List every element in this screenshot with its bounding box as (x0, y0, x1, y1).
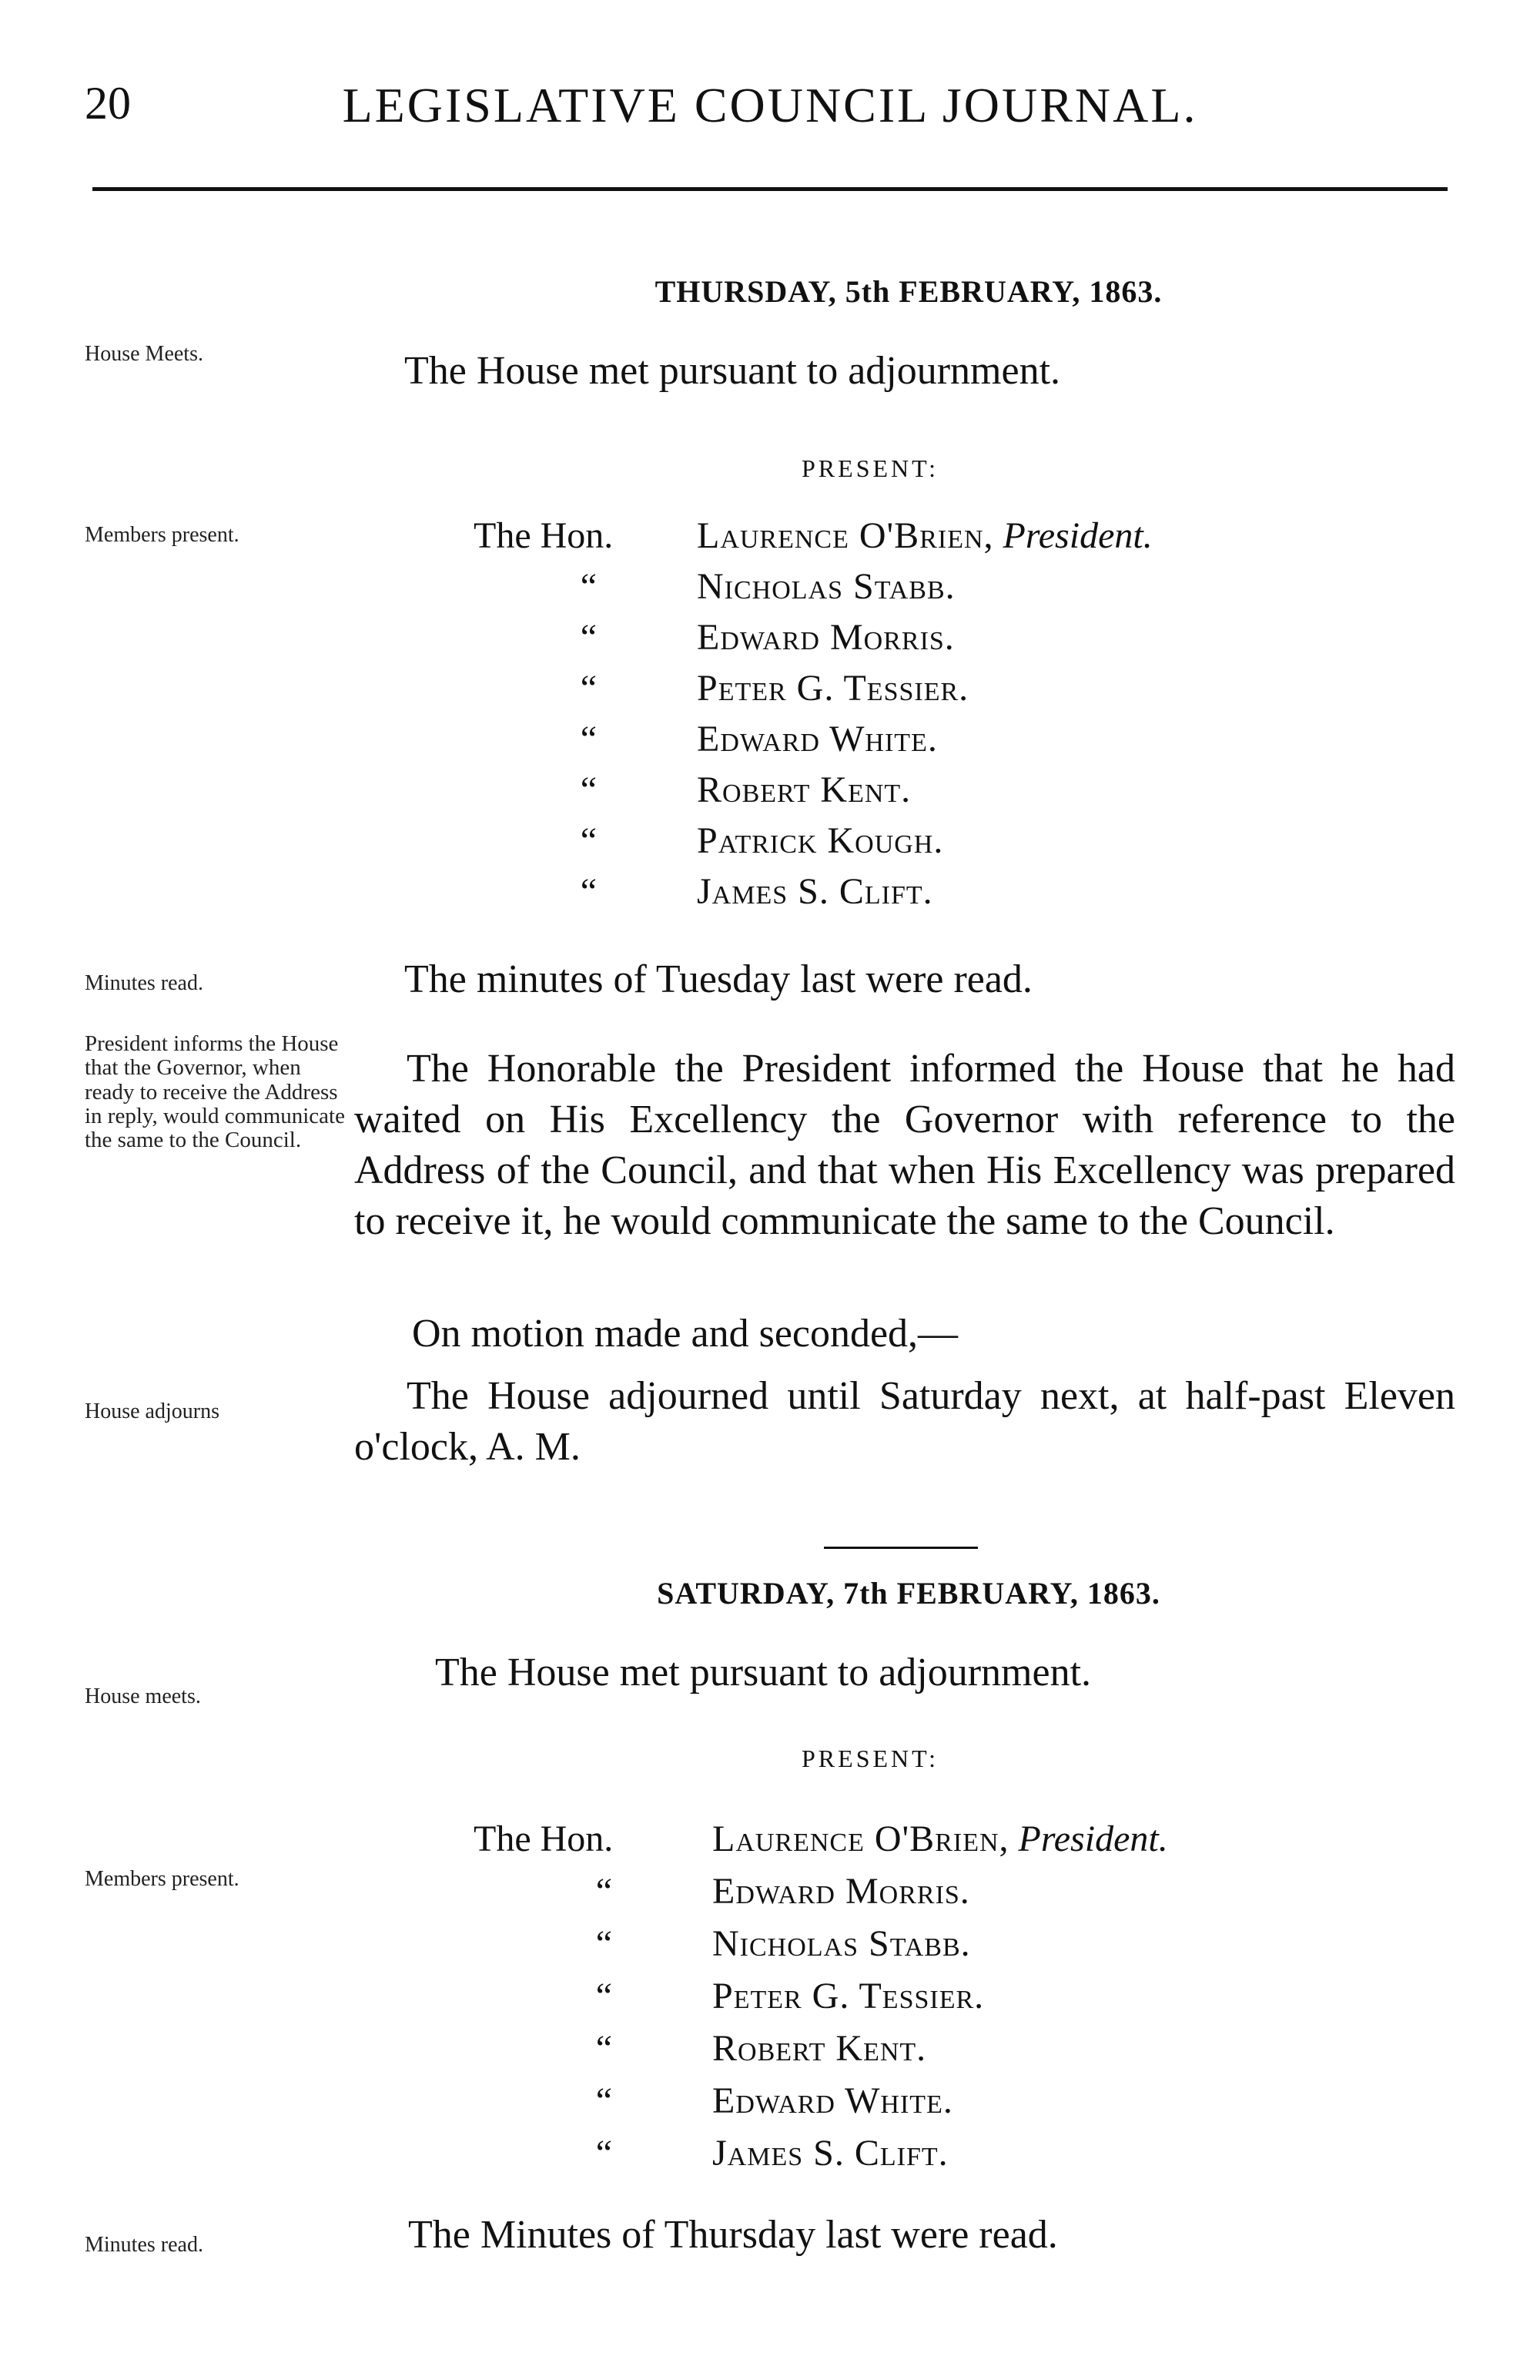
member-prefix: The Hon. (474, 1819, 614, 1859)
ditto-mark: “ (595, 2080, 612, 2121)
sitting-date-thursday: THURSDAY, 5th FEBRUARY, 1863. (654, 274, 1163, 309)
ditto-mark: “ (580, 668, 597, 709)
minutes-read-text: The minutes of Tuesday last were read. (404, 957, 1033, 1001)
member-role: President. (1003, 515, 1153, 556)
ditto-mark: “ (580, 719, 597, 759)
member-line (474, 820, 1153, 870)
ditto-mark: “ (580, 566, 597, 607)
margin-note-members-present: Members present. (85, 1867, 239, 1891)
member-line (474, 870, 1153, 921)
margin-note-house-adjourns: House adjourns (85, 1400, 219, 1423)
member-name: Edward White. (712, 2080, 953, 2121)
section-divider (824, 1547, 978, 1549)
member-line (474, 2080, 1168, 2132)
member-line (474, 667, 1153, 718)
margin-note-members-present: Members present. (85, 523, 239, 547)
member-name: Robert Kent. (697, 769, 912, 810)
member-name: Peter G. Tessier. (697, 668, 969, 709)
sitting-date-saturday: SATURDAY, 7th FEBRUARY, 1863. (657, 1576, 1160, 1611)
header-rule (92, 187, 1448, 191)
house-adjourns-text: The House adjourned until Saturday next, at half-past Eleven o'clock, A. M. (354, 1374, 1455, 1469)
member-name: Nicholas Stabb. (712, 1923, 971, 1964)
member-name: Edward Morris. (697, 617, 955, 658)
margin-note-minutes-read: Minutes read. (85, 971, 203, 995)
present-label: PRESENT: (802, 1745, 939, 1772)
ditto-mark: “ (580, 617, 597, 658)
margin-note-house-meets: House Meets. (85, 342, 203, 366)
house-met-text: The House met pursuant to adjournment. (435, 1651, 1092, 1694)
member-name: Nicholas Stabb. (697, 566, 956, 607)
ditto-mark: “ (580, 820, 597, 861)
president-informs-paragraph: The Honorable the President informed the House that he had waited on His Excellency the Governor with reference to the Address of the Council, and that when His Excellency was prepared to receive it, he would communicate the same to the Council. (354, 1047, 1455, 1243)
member-line (474, 718, 1153, 769)
ditto-mark: “ (595, 1976, 612, 2016)
member-line (474, 2027, 1168, 2080)
margin-note-house-meets: House meets. (85, 1684, 201, 1708)
member-name: Laurence O'Brien, (697, 515, 994, 556)
member-line (474, 1922, 1168, 1975)
ditto-mark: “ (595, 2028, 612, 2069)
member-name: Laurence O'Brien, (712, 1819, 1009, 1859)
member-name: James S. Clift. (712, 2133, 949, 2174)
member-prefix: The Hon. (474, 515, 614, 556)
member-line (474, 565, 1153, 616)
ditto-mark: “ (595, 2133, 612, 2174)
margin-note-president-informs: President informs the House that the Governor, when ready to receive the Address in reply, would communicate the same to the Council. (85, 1031, 345, 1153)
ditto-mark: “ (595, 1923, 612, 1964)
member-list-thursday (474, 515, 1153, 921)
member-name: Peter G. Tessier. (712, 1976, 985, 2016)
page-number: 20 (85, 78, 131, 129)
member-line (474, 2132, 1168, 2184)
house-met-text: The House met pursuant to adjournment. (404, 349, 1061, 393)
member-role: President. (1018, 1819, 1168, 1859)
member-line (474, 515, 1153, 565)
running-head: LEGISLATIVE COUNCIL JOURNAL. (342, 78, 1198, 132)
minutes-read-text: The Minutes of Thursday last were read. (408, 2213, 1058, 2257)
member-line (474, 1818, 1168, 1870)
ditto-mark: “ (580, 769, 597, 810)
ditto-mark: “ (580, 871, 597, 912)
member-name: Patrick Kough. (697, 820, 944, 861)
member-line (474, 1975, 1168, 2027)
member-line (474, 769, 1153, 820)
margin-note-minutes-read: Minutes read. (85, 2233, 203, 2257)
member-name: James S. Clift. (697, 871, 933, 912)
member-line (474, 616, 1153, 667)
ditto-mark: “ (595, 1871, 612, 1912)
member-name: Edward White. (697, 719, 938, 759)
member-name: Edward Morris. (712, 1871, 970, 1912)
member-line (474, 1870, 1168, 1922)
present-label: PRESENT: (802, 454, 939, 482)
motion-text: On motion made and seconded,— (412, 1312, 959, 1356)
member-list-saturday (474, 1818, 1168, 2184)
member-name: Robert Kent. (712, 2028, 927, 2069)
